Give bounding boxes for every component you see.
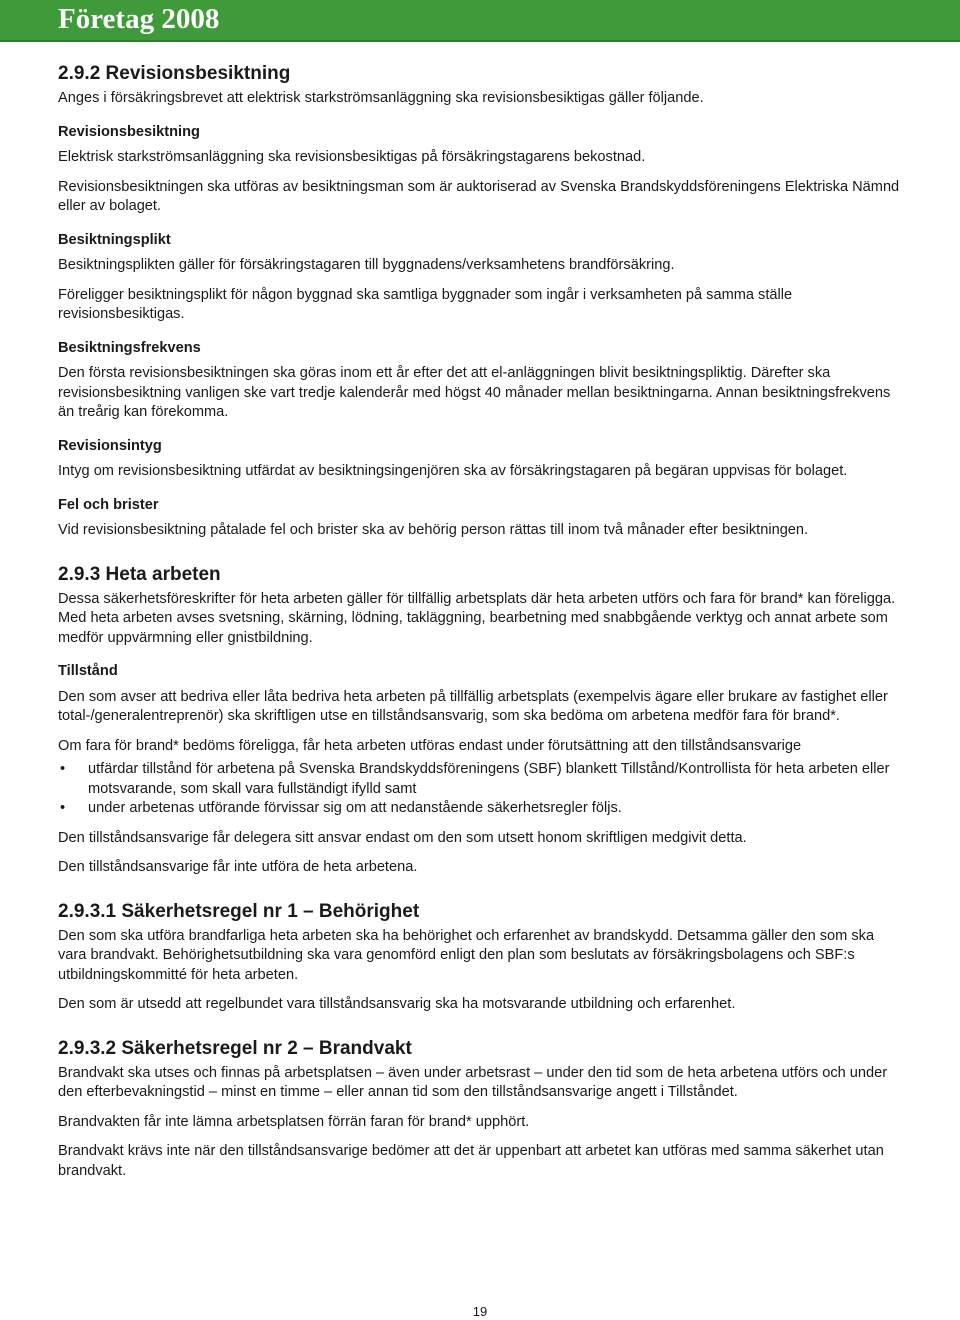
paragraph: Besiktningsplikten gäller för försäkringstagaren till byggnadens/verksamhetens brandförsäkring. — [58, 257, 675, 273]
bullet-list — [58, 760, 904, 819]
page-number: 19 — [472, 1304, 488, 1319]
paragraph: Den tillståndsansvarige får inte utföra de heta arbetena. — [58, 859, 418, 875]
section-heading-2-9-3: 2.9.3 Heta arbeten — [58, 563, 221, 585]
subheading-revisionsintyg: Revisionsintyg — [58, 437, 162, 454]
subheading-fel-och-brister: Fel och brister — [58, 496, 159, 513]
paragraph: Om fara för brand* bedöms föreligga, får heta arbeten utföras endast under förutsättning att den tillståndsansvarige — [58, 737, 802, 754]
paragraph: Brandvakt ska utses och finnas på arbetsplatsen – även under arbetsrast – under den tid som de heta arbetena utförs och under den efterbevakningstid – minst en timme – eller annan tid som den tillståndsansvarige angett i Tillståndet. — [58, 1064, 888, 1100]
section-heading-2-9-3-2: 2.9.3.2 Säkerhetsregel nr 2 – Brandvakt — [58, 1037, 412, 1059]
paragraph: Den som är utsedd att regelbundet vara tillståndsansvarig ska ha motsvarande utbildning och erfarenhet. — [58, 996, 736, 1012]
paragraph: Intyg om revisionsbesiktning utfärdat av besiktningsingenjören ska av försäkringstagaren på begäran uppvisas för bolaget. — [58, 463, 848, 479]
paragraph: Anges i försäkringsbrevet att elektrisk starkströmsanläggning ska revisionsbesiktigas gäller följande. — [58, 90, 704, 106]
paragraph: Föreligger besiktningsplikt för någon byggnad ska samtliga byggnader som ingår i verksamheten på samma ställe revisionsbesiktigas. — [58, 286, 793, 322]
paragraph: Den första revisionsbesiktningen ska göras inom ett år efter det att el-anläggningen blivit besiktningspliktig. Därefter ska revisionsbesiktning vanligen ske vart tredje kalenderår med högst 40 månader mellan besiktningarna. Annan besiktningsfrekvens än treårig kan förekomma. — [58, 365, 891, 420]
list-item: • under arbetenas utförande förvissar sig om att nedanstående säkerhetsregler följs. — [58, 799, 904, 819]
paragraph: Brandvakt krävs inte när den tillståndsansvarige bedömer att det är uppenbart att arbetet kan utföras med samma säkerhet utan brandvakt. — [58, 1143, 884, 1179]
section-heading-2-9-2: 2.9.2 Revisionsbesiktning — [58, 63, 291, 84]
paragraph: Vid revisionsbesiktning påtalade fel och brister ska av behörig person rättas till inom två månader efter besiktningen. — [58, 522, 809, 538]
paragraph: Elektrisk starkströmsanläggning ska revisionsbesiktigas på försäkringstagarens bekostnad. — [58, 149, 646, 165]
list-item: • utfärdar tillstånd för arbetena på Svenska Brandskyddsföreningens (SBF) blankett Tillstånd/Kontrollista för heta arbeten eller motsvarande, som skall vara fullständigt ifylld samt — [58, 760, 904, 799]
subheading-besiktningsfrekvens: Besiktningsfrekvens — [58, 339, 201, 356]
subheading-besiktningsplikt: Besiktningsplikt — [58, 231, 171, 248]
header-bar — [0, 0, 960, 42]
section-heading-2-9-3-1: 2.9.3.1 Säkerhetsregel nr 1 – Behörighet — [58, 900, 420, 922]
document-title: Företag 2008 — [58, 3, 220, 35]
subheading-revisionsbesiktning: Revisionsbesiktning — [58, 123, 200, 140]
paragraph: Dessa säkerhetsföreskrifter för heta arbeten gäller för tillfällig arbetsplats där heta arbeten utförs och fara för brand* kan föreligga. Med heta arbeten avses svetsning, skärning, lödning, takläggning, bearbetning med snabbgående verktyg och annat arbete som medför uppvärmning eller gnistbildning. — [58, 590, 896, 646]
subheading-tillstand: Tillstånd — [58, 663, 118, 679]
paragraph: Den som ska utföra brandfarliga heta arbeten ska ha behörighet och erfarenhet av brandskydd. Detsamma gäller den som ska vara brandvakt. Behörighetsutbildning ska vara genomförd enligt den plan som beslutats av försäkringsbolagens och SBF:s utbildningskommitté för heta arbeten. — [58, 927, 875, 983]
paragraph: Den tillståndsansvarige får delegera sitt ansvar endast om den som utsett honom skriftligen medgivit detta. — [58, 829, 747, 846]
paragraph: Brandvakten får inte lämna arbetsplatsen förrän faran för brand* upphört. — [58, 1113, 530, 1130]
paragraph: Revisionsbesiktningen ska utföras av besiktningsman som är auktoriserad av Svenska Brandskyddsföreningens Elektriska Nämnd eller av bolaget. — [58, 178, 900, 214]
page-content — [58, 62, 904, 1191]
paragraph: Den som avser att bedriva eller låta bedriva heta arbeten på tillfällig arbetsplats (exempelvis ägare eller brukare av fastighet eller total-/generalentreprenör) ska skriftligen utse en tillståndsansvarig, som ska bedöma om arbetena medför fara för brand*. — [58, 688, 888, 724]
